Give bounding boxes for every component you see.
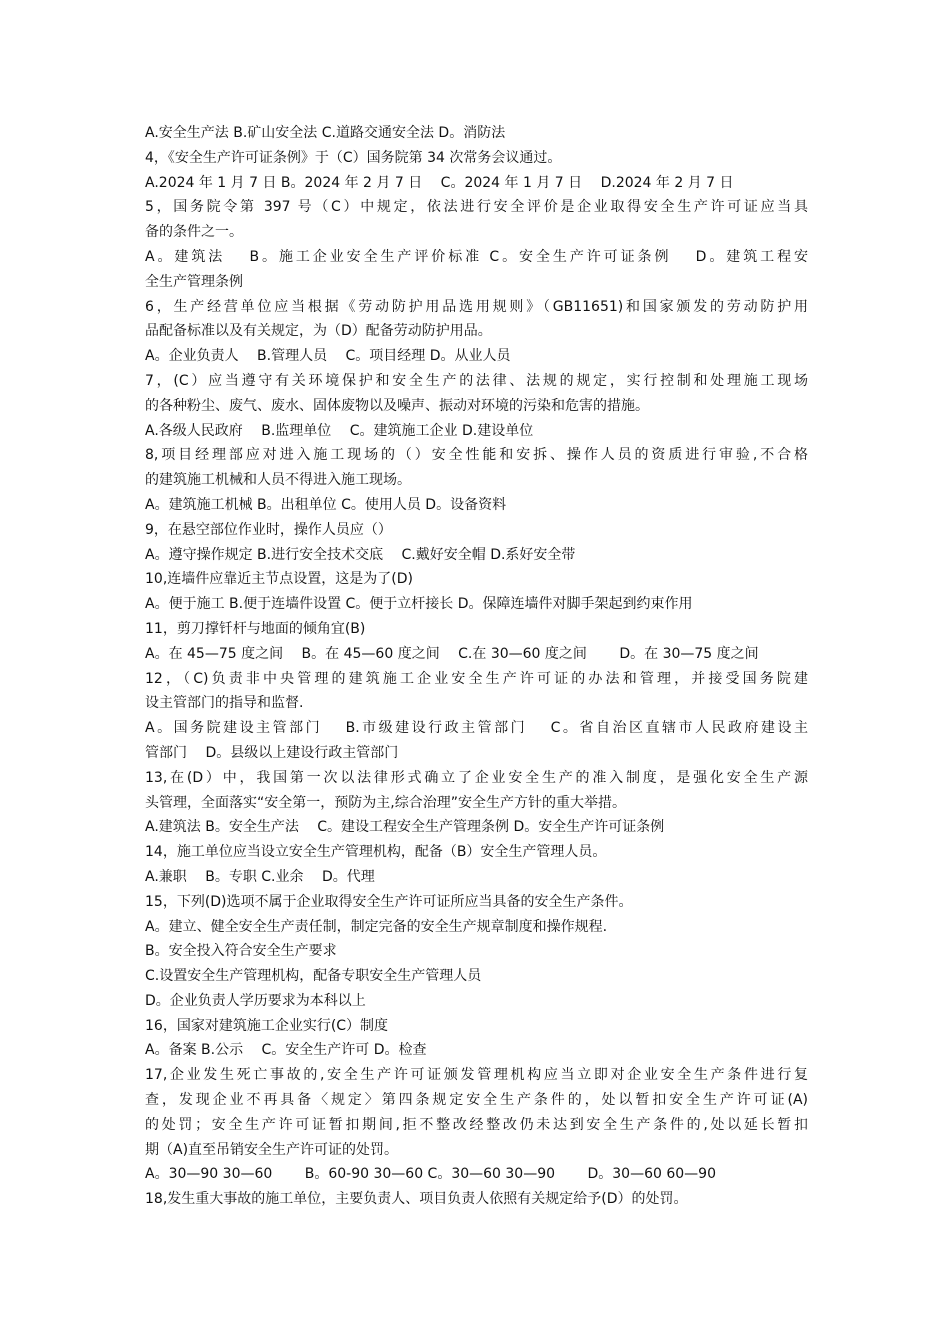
text-line: 9，在悬空部位作业时，操作人员应（） (145, 521, 392, 538)
text-line: 17,企业发生死亡事故的,安全生产许可证颁发管理机构应当立即对企业安全生产条件进行复 (145, 1067, 808, 1084)
text-line: A。企业负责人 B.管理人员 C。项目经理 D。从业人员 (145, 348, 511, 365)
text-line: 18,发生重大事故的施工单位，主要负责人、项目负责人依照有关规定给予(D）的处罚。 (145, 1191, 688, 1208)
text-line: D。企业负责人学历要求为本科以上 (145, 992, 366, 1009)
text-line: 15，下列(D)选项不属于企业取得安全生产许可证所应当具备的安全生产条件。 (145, 893, 633, 910)
text-line: 13,在(D）中，我国第一次以法律形式确立了企业安全生产的准入制度，是强化安全生产源 (145, 769, 808, 786)
text-line: A。备案 B.公示 C。安全生产许可 D。检查 (145, 1042, 427, 1059)
text-line: 5，国务院令第 397 号（C）中规定，依法进行安全评价是企业取得安全生产许可证应当具 (145, 199, 808, 216)
text-line: B。安全投入符合安全生产要求 (145, 943, 337, 960)
text-line: 查，发现企业不再具备〈规定〉第四条规定安全生产条件的，处以暂扣安全生产许可证(A) (145, 1092, 808, 1109)
text-line: 管部门 D。县级以上建设行政主管部门 (145, 744, 399, 761)
text-line: A。在 45—75 度之间 B。在 45—60 度之间 C.在 30—60 度之间 D。在 30—75 度之间 (145, 645, 759, 662)
text-line: A.2024 年 1 月 7 日 B。2024 年 2 月 7 日 C。2024 年 1 月 7 日 D.2024 年 2 月 7 日 (145, 174, 734, 191)
text-line: 备的条件之一。 (145, 224, 243, 241)
text-line: 的处罚；安全生产许可证暂扣期间,拒不整改经整改仍未达到安全生产条件的,处以延长暂扣 (145, 1116, 808, 1133)
text-line: 10,连墙件应靠近主节点设置，这是为了(D) (145, 571, 413, 588)
text-line: 6，生产经营单位应当根据《劳动防护用品选用规则》（GB11651)和国家颁发的劳动防护用 (145, 298, 808, 315)
text-line: A。遵守操作规定 B.进行安全技术交底 C.戴好安全帽 D.系好安全带 (145, 546, 576, 563)
text-line: 期（A)直至吊销安全生产许可证的处罚。 (145, 1141, 399, 1158)
text-line: 设主管部门的指导和监督. (145, 695, 304, 712)
text-line: A。建筑施工机械 B。出租单位 C。使用人员 D。设备资料 (145, 496, 507, 513)
text-line: 4，《安全生产许可证条例》于（C）国务院第 34 次常务会议通过。 (145, 149, 562, 166)
text-line: A。国务院建设主管部门 B.市级建设行政主管部门 C。省自治区直辖市人民政府建设主 (145, 720, 808, 737)
text-line: A.兼职 B。专职 C.业余 D。代理 (145, 868, 375, 885)
text-line: 11，剪刀撑钎杆与地面的倾角宜(B) (145, 620, 366, 637)
text-line: 品配备标准以及有关规定，为（D）配备劳动防护用品。 (145, 323, 492, 340)
text-line: A。便于施工 B.便于连墙件设置 C。便于立杆接长 D。保障连墙件对脚手架起到约束作用 (145, 596, 693, 613)
text-line: A。30—90 30—60 B。60-90 30—60 C。30—60 30—90 D。30—60 60—90 (145, 1166, 716, 1183)
text-line: 16，国家对建筑施工企业实行(C）制度 (145, 1017, 389, 1034)
text-line: 全生产管理条例 (145, 273, 243, 290)
text-line: 8,项目经理部应对进入施工现场的（）安全性能和安拆、操作人员的资质进行审验,不合格 (145, 447, 808, 464)
text-line: 7，(C）应当遵守有关环境保护和安全生产的法律、法规的规定，实行控制和处理施工现场 (145, 372, 808, 389)
text-line: 14，施工单位应当设立安全生产管理机构，配备（B）安全生产管理人员。 (145, 844, 607, 861)
text-line: 的各种粉尘、废气、废水、固体废物以及噪声、振动对环境的污染和危害的措施。 (145, 397, 649, 414)
text-line: A。建筑法 B。施工企业安全生产评价标准 C。安全生产许可证条例 D。建筑工程安 (145, 248, 808, 265)
text-line: 的建筑施工机械和人员不得进入施工现场。 (145, 472, 411, 489)
text-line: A.建筑法 B。安全生产法 C。建设工程安全生产管理条例 D。安全生产许可证条例 (145, 819, 665, 836)
text-line: A.安全生产法 B.矿山安全法 C.道路交通安全法 D。消防法 (145, 125, 506, 141)
text-line: A.各级人民政府 B.监理单位 C。建筑施工企业 D.建设单位 (145, 422, 534, 439)
text-line: C.设置安全生产管理机构，配备专职安全生产管理人员 (145, 968, 482, 985)
document-page (145, 121, 808, 1212)
text-line: 头管理，全面落实“安全第一，预防为主,综合治理”安全生产方针的重大举措。 (145, 794, 626, 811)
text-line: 12，（C)负责非中央管理的建筑施工企业安全生产许可证的办法和管理，并接受国务院建 (145, 670, 808, 687)
text-line: A。建立、健全安全生产责任制，制定完备的安全生产规章制度和操作规程. (145, 918, 608, 935)
